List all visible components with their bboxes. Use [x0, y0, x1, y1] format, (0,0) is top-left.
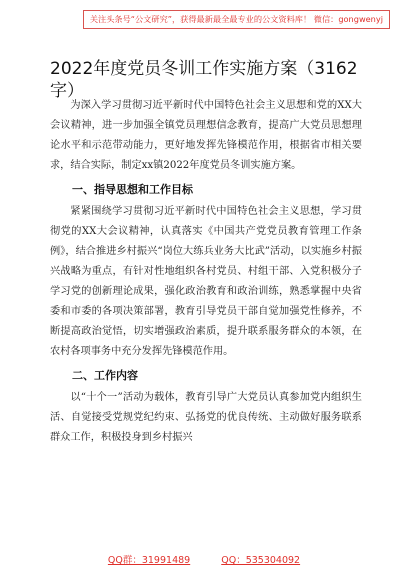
promo-banner: 关注头条号“公文研究”，获得最新最全最专业的公文资料库！ 微信：gongwenyj [83, 10, 390, 29]
footer-qq-group[interactable]: QQ群：31991489 [107, 555, 191, 566]
section-heading-2: 二、工作内容 [72, 369, 138, 382]
intro-paragraph: 为深入学习贯彻习近平新时代中国特色社会主义思想和党的XX大会议精神，进一步加强全镇党员理想信念教育，提高广大党员思想理论水平和示范带动能力，更好地发挥先锋模范作用，根据省市相关要求，结合实际，制定xx镇2022年度党员冬训实施方案。 [50, 100, 362, 171]
section-heading-1: 一、指导思想和工作目标 [72, 183, 193, 196]
section-2-paragraph: 以“十个一”活动为载体，教育引导广大党员认真参加党内组织生活、自觉接受党规党纪约束、弘扬党的优良传统、主动做好服务联系群众工作，积极投身到乡村振兴 [50, 392, 362, 443]
footer-contacts [0, 552, 408, 566]
document-title: 2022年度党员冬训工作实施方案（3162字） [50, 59, 358, 101]
document-body [50, 96, 362, 448]
footer-qq[interactable]: QQ：535304092 [221, 555, 301, 566]
section-1-paragraph: 紧紧围绕学习贯彻习近平新时代中国特色社会主义思想，学习贯彻党的XX大会议精神，认真落实《中国共产党党员教育管理工作条例》，结合推进乡村振兴“岗位大练兵业务大比武”活动，以实施乡村振兴战略为重点，有针对性地组织各村党员、村组干部、入党积极分子学习党的创新理论成果，强化政治教育和政治训练，熟悉掌握中央省委和市委的各项决策部署，教育引导党员干部自觉加强党性修养，不断提高政治觉悟，切实增强政治素质，提升联系服务群众的本领，在农村各项事务中充分发挥先锋模范作用。 [50, 206, 362, 357]
